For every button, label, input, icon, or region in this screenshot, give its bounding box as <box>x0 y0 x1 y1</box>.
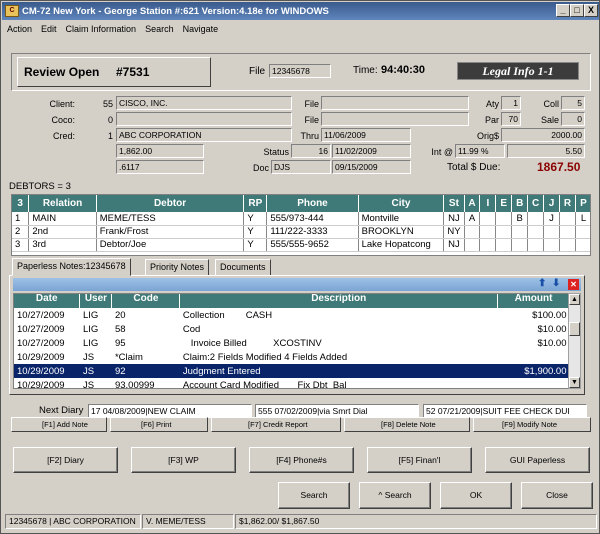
add-note-button[interactable]: [F1] Add Note <box>11 417 107 432</box>
financial-button[interactable]: [F5] Finan'l <box>367 447 472 473</box>
coco-code: 0 <box>107 115 113 125</box>
file-label: File <box>249 66 266 77</box>
debtor-cell <box>480 225 496 238</box>
aty-field[interactable]: 1 <box>501 96 521 110</box>
window-title: CM-72 New York - George Station #:621 Version:4.18e for WINDOWS <box>22 5 329 17</box>
col-a[interactable]: A <box>464 195 480 212</box>
col-debtor[interactable]: Debtor <box>96 195 244 212</box>
debtor-cell <box>496 225 512 238</box>
note-cell: $1,900.00 <box>498 364 569 378</box>
note-row[interactable] <box>14 364 569 378</box>
note-cell: Cod <box>180 322 498 336</box>
debtor-cell <box>528 212 544 225</box>
note-cell: 10/29/2009 <box>14 364 80 378</box>
file2-field[interactable] <box>321 112 469 126</box>
modify-note-button[interactable]: [F9] Modify Note <box>473 417 591 432</box>
col-description[interactable]: Description <box>180 293 498 308</box>
client-label: Client: <box>49 99 75 109</box>
orig-amount-field[interactable]: 2000.00 <box>501 128 585 142</box>
time-label: Time: <box>353 65 378 76</box>
file-number-field[interactable]: 12345678 <box>269 64 331 78</box>
debtors-count: DEBTORS = 3 <box>9 181 71 192</box>
menu-claim-information[interactable]: Claim Information <box>65 24 137 34</box>
time-value: 94:40:30 <box>381 64 426 76</box>
title-bar[interactable] <box>2 2 599 20</box>
note-cell: 93.00999 <box>112 378 180 389</box>
file2-label: File <box>304 115 319 125</box>
coll-field[interactable]: 5 <box>561 96 585 110</box>
status-label: Status <box>263 147 289 157</box>
debtor-cell <box>480 238 496 251</box>
notes-toolbar <box>13 278 581 291</box>
debtor-row[interactable] <box>12 238 591 251</box>
debtor-cell: MAIN <box>29 212 96 225</box>
debtor-cell <box>560 238 576 251</box>
debtor-cell <box>528 238 544 251</box>
note-cell: $100.00 <box>498 308 569 322</box>
debtor-cell: Frank/Frost <box>96 225 244 238</box>
print-button[interactable]: [F6] Print <box>110 417 208 432</box>
col-user[interactable]: User <box>80 293 112 308</box>
debtor-cell: NJ <box>444 238 464 251</box>
note-cell: Invoice Billed XCOSTINV <box>180 336 498 350</box>
prev-search-button[interactable]: ^ Search <box>359 482 431 509</box>
debtor-cell: NY <box>444 225 464 238</box>
note-cell: LIG <box>80 308 112 322</box>
menu-navigate[interactable]: Navigate <box>182 24 219 34</box>
debtor-cell <box>575 238 591 251</box>
legal-info-button[interactable]: Legal Info 1-1 <box>457 62 579 80</box>
tab-paperless-notes[interactable]: Paperless Notes:12345678 <box>12 258 131 276</box>
total-due-value: 1867.50 <box>537 160 581 174</box>
note-row[interactable] <box>14 336 569 350</box>
note-row[interactable] <box>14 322 569 336</box>
int-label: Int @ <box>431 147 453 157</box>
note-cell: $10.00 <box>498 336 569 350</box>
sale-field[interactable]: 0 <box>561 112 585 126</box>
debtor-cell: Y <box>244 225 267 238</box>
int-rate-field[interactable]: 11.99 % <box>455 144 505 158</box>
diary-entry-1[interactable]: 17 04/08/2009|NEW CLAIM <box>88 404 252 418</box>
par-field[interactable]: 70 <box>501 112 521 126</box>
note-cell: 10/29/2009 <box>14 378 80 389</box>
debtors-grid <box>11 194 591 256</box>
coco-label: Coco: <box>51 115 75 125</box>
col-phone[interactable]: Phone <box>267 195 358 212</box>
debtor-cell: 2 <box>12 225 29 238</box>
rate-field[interactable]: .6117 <box>116 160 204 174</box>
scroll-down-icon[interactable]: ▼ <box>569 377 580 388</box>
debtor-cell: 111/222-3333 <box>267 225 358 238</box>
note-cell: JS <box>80 364 112 378</box>
claim-number: #7531 <box>116 65 150 79</box>
debtor-cell: Y <box>244 238 267 251</box>
note-cell: 10/27/2009 <box>14 336 80 350</box>
review-box <box>17 57 211 87</box>
col-b[interactable]: B <box>512 195 528 212</box>
doc-label: Doc <box>252 163 269 173</box>
debtor-cell: Y <box>244 212 267 225</box>
debtor-cell: 3rd <box>29 238 96 251</box>
status-date-field[interactable]: 11/02/2009 <box>332 144 411 158</box>
note-cell: Judgment Entered <box>180 364 498 378</box>
next-diary-label: Next Diary <box>39 405 84 416</box>
note-cell: 95 <box>112 336 180 350</box>
debtor-cell: J <box>544 212 560 225</box>
client-name-field[interactable]: CISCO, INC. <box>116 96 292 110</box>
total-due-label: Total $ Due: <box>447 162 501 173</box>
tab-documents[interactable]: Documents <box>215 259 271 276</box>
orig-label: Orig$ <box>476 131 499 141</box>
cred-name-field[interactable]: ABC CORPORATION <box>116 128 292 142</box>
status-code-field[interactable]: 16 <box>291 144 331 158</box>
note-row[interactable] <box>14 308 569 322</box>
review-open-label: Review Open <box>24 65 100 79</box>
col-relation[interactable]: Relation <box>29 195 96 212</box>
debtor-cell: Montville <box>358 212 444 225</box>
debtor-cell: 555/973-444 <box>267 212 358 225</box>
cred-label: Cred: <box>52 131 75 141</box>
debtor-cell: NJ <box>444 212 464 225</box>
sale-label: Sale <box>540 115 559 125</box>
status-debtor: V. MEME/TESS <box>142 514 234 529</box>
debtor-cell: 555/555-9652 <box>267 238 358 251</box>
menu-action[interactable]: Action <box>7 24 33 34</box>
cred-code: 1 <box>107 131 113 141</box>
debtor-cell: Debtor/Joe <box>96 238 244 251</box>
note-cell: LIG <box>80 336 112 350</box>
file1-field[interactable] <box>321 96 469 110</box>
close-button[interactable]: X <box>584 4 598 17</box>
diary-button[interactable]: [F2] Diary <box>13 447 118 473</box>
diary-entry-3[interactable]: 52 07/21/2009|SUIT FEE CHECK DUI <box>423 404 587 418</box>
ok-button[interactable]: OK <box>440 482 512 509</box>
col-code[interactable]: Code <box>112 293 180 308</box>
debtor-cell <box>544 238 560 251</box>
file1-label: File <box>304 99 319 109</box>
note-cell: Claim:2 Fields Modified 4 Fields Added <box>180 350 498 364</box>
note-cell: 10/27/2009 <box>14 322 80 336</box>
debtor-row[interactable] <box>12 212 591 225</box>
move-down-icon[interactable]: ⬇ <box>552 278 561 289</box>
debtor-cell: Lake Hopatcong <box>358 238 444 251</box>
debtor-cell <box>464 225 480 238</box>
doc-code-field[interactable]: DJS <box>271 160 331 174</box>
debtor-cell <box>560 212 576 225</box>
col-amount[interactable]: Amount <box>498 293 569 308</box>
note-cell <box>498 378 569 389</box>
note-cell: Account Card Modified Fix Dbt Bal <box>180 378 498 389</box>
debtor-cell <box>560 225 576 238</box>
credit-report-button[interactable]: [F7] Credit Report <box>211 417 341 432</box>
gui-paperless-button[interactable]: GUI Paperless <box>485 447 590 473</box>
tab-priority-notes[interactable]: Priority Notes <box>145 259 209 276</box>
col-r[interactable]: R <box>560 195 576 212</box>
note-cell: 10/29/2009 <box>14 350 80 364</box>
debtor-cell <box>496 212 512 225</box>
debtor-cell: L <box>575 212 591 225</box>
menu-bar <box>3 21 223 37</box>
col-p[interactable]: P <box>575 195 591 212</box>
delete-note-button[interactable]: [F8] Delete Note <box>344 417 470 432</box>
debtor-cell: 3 <box>12 238 29 251</box>
menu-search[interactable]: Search <box>145 24 174 34</box>
minimize-button[interactable]: _ <box>556 4 570 17</box>
debtor-cell <box>464 238 480 251</box>
col-st[interactable]: St <box>444 195 464 212</box>
debtor-cell: BROOKLYN <box>358 225 444 238</box>
note-cell: 10/27/2009 <box>14 308 80 322</box>
note-cell: Collection CASH <box>180 308 498 322</box>
col-j[interactable]: J <box>544 195 560 212</box>
debtor-cell <box>480 212 496 225</box>
col-date[interactable]: Date <box>14 293 80 308</box>
note-cell: *Claim <box>112 350 180 364</box>
move-up-icon[interactable]: ⬆ <box>538 278 547 289</box>
debtor-cell <box>512 238 528 251</box>
note-cell: $10.00 <box>498 322 569 336</box>
doc-date-field[interactable]: 09/15/2009 <box>332 160 411 174</box>
close-dialog-button[interactable]: Close <box>521 482 593 509</box>
debtor-cell <box>575 225 591 238</box>
debtor-cell: B <box>512 212 528 225</box>
debtor-cell: MEME/TESS <box>96 212 244 225</box>
coco-name-field[interactable] <box>116 112 292 126</box>
par-label: Par <box>484 115 499 125</box>
note-row[interactable] <box>14 378 569 389</box>
scroll-up-icon[interactable]: ▲ <box>569 294 580 305</box>
note-cell: JS <box>80 378 112 389</box>
status-file: 12345678 | ABC CORPORATION <box>5 514 141 529</box>
search-button[interactable]: Search <box>278 482 350 509</box>
note-cell: LIG <box>80 322 112 336</box>
thru-label: Thru <box>300 131 319 141</box>
wp-button[interactable]: [F3] WP <box>131 447 236 473</box>
col-e[interactable]: E <box>496 195 512 212</box>
notes-scrollbar[interactable] <box>568 293 581 389</box>
debtor-cell <box>512 225 528 238</box>
note-cell <box>498 350 569 364</box>
debtor-cell: 1 <box>12 212 29 225</box>
col-i[interactable]: I <box>480 195 496 212</box>
note-cell: 58 <box>112 322 180 336</box>
int-amount-field[interactable]: 5.50 <box>507 144 585 158</box>
app-icon: C <box>5 5 19 17</box>
maximize-button[interactable]: □ <box>570 4 584 17</box>
notes-grid <box>13 293 569 389</box>
col-count: 3 <box>12 195 29 212</box>
phones-button[interactable]: [F4] Phone#s <box>249 447 354 473</box>
menu-edit[interactable]: Edit <box>41 24 57 34</box>
aty-label: Aty <box>485 99 499 109</box>
debtor-cell <box>544 225 560 238</box>
diary-entry-2[interactable]: 555 07/02/2009|via Smrt Dial <box>255 404 419 418</box>
col-rp[interactable]: RP <box>244 195 267 212</box>
coll-label: Coll <box>543 99 559 109</box>
status-amounts: $1,862.00/ $1,867.50 <box>235 514 597 529</box>
note-cell: 20 <box>112 308 180 322</box>
col-city[interactable]: City <box>358 195 444 212</box>
debtor-cell <box>496 238 512 251</box>
note-row[interactable] <box>14 350 569 364</box>
delete-icon[interactable]: ✕ <box>568 279 579 290</box>
debtor-cell: 2nd <box>29 225 96 238</box>
note-cell: JS <box>80 350 112 364</box>
debtor-cell <box>528 225 544 238</box>
scroll-thumb[interactable] <box>569 322 580 336</box>
note-cell: 92 <box>112 364 180 378</box>
client-code: 55 <box>102 99 113 109</box>
thru-date-field[interactable]: 11/06/2009 <box>321 128 411 142</box>
col-c[interactable]: C <box>528 195 544 212</box>
debtor-row[interactable] <box>12 225 591 238</box>
debtor-cell: A <box>464 212 480 225</box>
amount-field[interactable]: 1,862.00 <box>116 144 204 158</box>
